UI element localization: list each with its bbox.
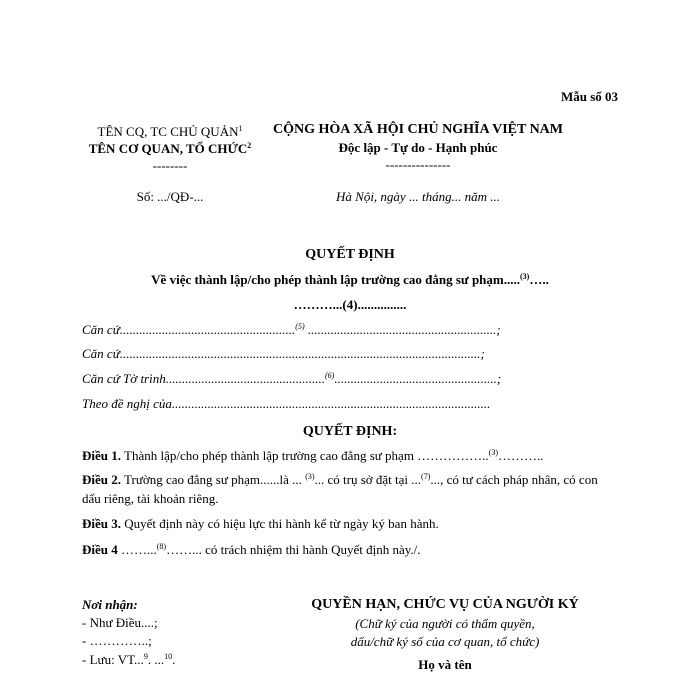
- national-motto: Độc lập - Tự do - Hạnh phúc: [338, 140, 498, 155]
- article-2: Điều 2. Trường cao đẳng sư phạm......là ... $^{(3)}$... có trụ sở đặt tại ...$^{(7)}$..., có tư cách pháp nhân, có con dấu riêng, tài khoản riêng.: [82, 472, 598, 506]
- recipients-title: Nơi nhận:: [82, 597, 138, 612]
- decision-subject: Về việc thành lập/cho phép thành lập trường cao đẳng sư phạm.....$^{(3)}$…..: [151, 272, 549, 287]
- signature-note-1: (Chữ ký của người có thẩm quyền,: [355, 616, 535, 631]
- place-date: Hà Nội, ngày ... tháng... năm ...: [336, 189, 500, 204]
- recipient-storage: - Lưu: VT...$^9$. ...$^{10}$.: [82, 652, 176, 667]
- article-4: Điều 4 ……...$^{(8)}$……... có trách nhiệm thi hành Quyết định này./.: [82, 542, 421, 557]
- basis-item: Căn cứ......................................................$^{(5)}$ ..........................................................;: [82, 322, 501, 337]
- signer-title: QUYỀN HẠN, CHỨC VỤ CỦA NGƯỜI KÝ: [311, 597, 579, 612]
- decision-title: QUYẾT ĐỊNH: [305, 247, 395, 262]
- basis-item: Căn cứ Tờ trình.................................................$^{(6)}$..................................................;: [82, 371, 502, 386]
- left-divider: --------: [152, 158, 188, 173]
- parent-agency-name: TÊN CQ, TC CHỦ QUẢN$^1$: [97, 124, 243, 139]
- recipient-item: - Như Điều....;: [82, 615, 158, 630]
- article-3: Điều 3. Quyết định này có hiệu lực thi hành kể từ ngày ký ban hành.: [82, 516, 439, 531]
- agency-name: TÊN CƠ QUAN, TỔ CHỨC$^2$: [88, 141, 252, 156]
- form-number: Mẫu số 03: [560, 89, 618, 104]
- document-number: Số: .../QĐ-...: [136, 189, 204, 204]
- signature-note-2: dấu/chữ ký số của cơ quan, tổ chức): [350, 634, 540, 649]
- basis-item: Căn cứ...............................................................................................................;: [82, 346, 485, 361]
- recipient-item: - …………..;: [82, 633, 152, 648]
- national-title: CỘNG HÒA XÃ HỘI CHỦ NGHĨA VIỆT NAM: [272, 122, 563, 137]
- signer-name: Họ và tên: [418, 657, 472, 672]
- right-divider: ---------------: [385, 157, 451, 172]
- article-1: Điều 1. Thành lập/cho phép thành lập trường cao đẳng sư phạm ……………..$^{(3)}$………..: [82, 448, 544, 463]
- basis-item: Theo đề nghị của..................................................................................................: [82, 396, 491, 411]
- decision-authority: ………...(4)...............: [293, 297, 407, 312]
- decides-title: QUYẾT ĐỊNH:: [302, 424, 398, 439]
